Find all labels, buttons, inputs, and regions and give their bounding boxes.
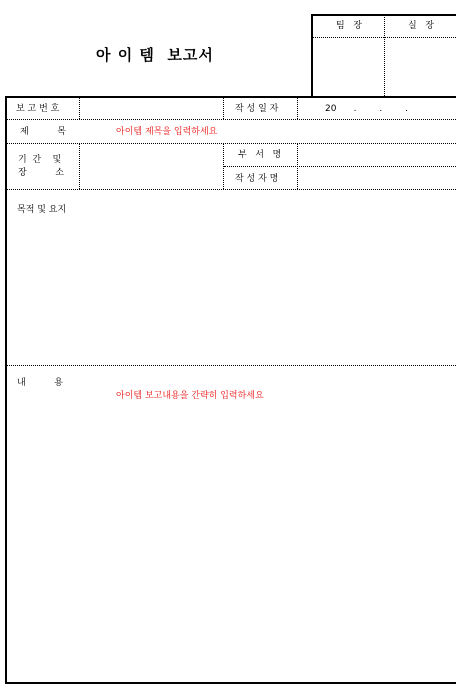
author-input[interactable] bbox=[298, 168, 456, 188]
approval-sign-team-leader[interactable] bbox=[312, 37, 384, 96]
author-label: 작 성 자 명 bbox=[235, 174, 279, 184]
subject-input[interactable]: 아이템 제목을 입력하세요 bbox=[116, 127, 218, 137]
date-value[interactable]: 20 . . . bbox=[325, 104, 408, 114]
department-input[interactable] bbox=[298, 145, 456, 165]
report-number-label: 보 고 번 호 bbox=[16, 104, 60, 114]
period-place-label-line2: 장 소 bbox=[18, 168, 64, 178]
period-place-input[interactable] bbox=[80, 145, 223, 188]
document-title: 아 이 템 보고서 bbox=[96, 46, 214, 64]
approval-director-label: 실 장 bbox=[408, 21, 434, 31]
department-label: 부 서 명 bbox=[238, 150, 282, 160]
report-number-input[interactable] bbox=[80, 98, 223, 118]
purpose-label: 목적 및 요지 bbox=[17, 205, 67, 215]
approval-sign-director[interactable] bbox=[385, 37, 456, 96]
date-label: 작 성 일 자 bbox=[235, 104, 279, 114]
period-place-label-line1: 기 간 및 bbox=[18, 155, 62, 165]
content-hint[interactable]: 아이템 보고내용을 간략히 입력하세요 bbox=[116, 391, 264, 401]
content-label: 내 용 bbox=[17, 378, 63, 388]
content-input-area[interactable] bbox=[7, 367, 456, 680]
purpose-input-area[interactable] bbox=[7, 192, 456, 364]
subject-label: 제 목 bbox=[20, 127, 66, 137]
approval-team-leader-label: 팀 장 bbox=[336, 21, 362, 31]
